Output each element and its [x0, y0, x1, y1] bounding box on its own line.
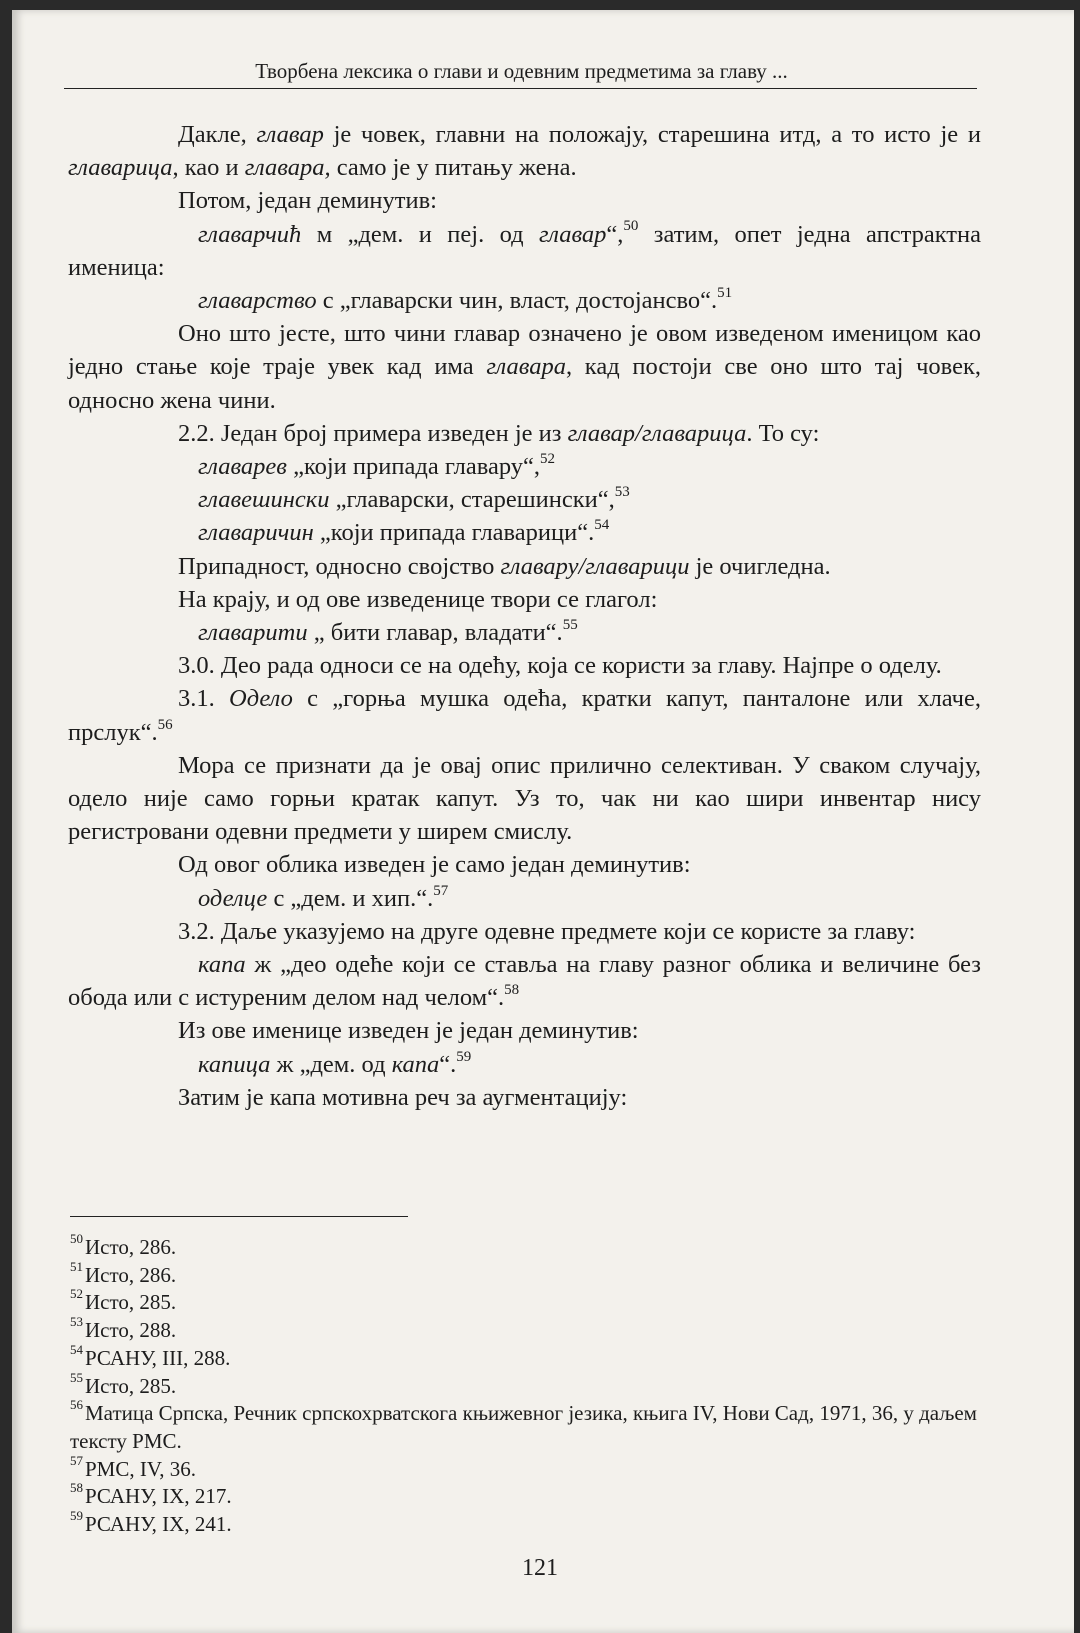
footnote: $^{51}$Исто, 286. — [70, 1258, 177, 1287]
footnote-ref: 55 — [562, 616, 578, 633]
example-entry: главарство с „главарски чин, власт, достојансво“.$^{51}$ — [198, 284, 733, 315]
main-text — [68, 118, 981, 1114]
example-entry: главарити „ бити главар, владати“.$^{55}$ — [198, 616, 578, 647]
footnote-ref: 51 — [717, 284, 733, 301]
paragraph: Припадност, односно својство главару/главарици је очигледна. — [178, 552, 831, 580]
paragraph: Дакле, главар је човек, главни на положају, старешина итд, а то исто је и главарица, као и главара, само је у питању жена. — [68, 121, 981, 182]
paragraph: Из ове именице изведен је један деминутив: — [178, 1017, 639, 1045]
example-entry: капа ж „део одеће који се ставља на главу разног облика и величине без обода или с истуреним делом над челом“.$^{58}$ — [68, 951, 981, 1012]
paragraph: Потом, један деминутив: — [178, 187, 437, 215]
page-number: 121 — [522, 1555, 558, 1581]
paragraph: Затим је капа мотивна реч за аугментацију: — [178, 1083, 628, 1111]
footnote: $^{53}$Исто, 288. — [70, 1314, 177, 1343]
example-entry: главешински „главарски, старешински“,$^{53}$ — [198, 484, 630, 514]
paragraph: Мора се признати да је овај опис прилично селективан. У сваком случају, одело није само горњи кратак капут. Уз то, чак ни као шири инвентар нису регистровани одевни предмети у ширем смислу. — [68, 751, 981, 846]
example-entry: главарев „који припада главару“,$^{52}$ — [198, 450, 556, 481]
footnote: $^{55}$Исто, 285. — [70, 1369, 177, 1398]
footnote-ref: 52 — [540, 450, 556, 467]
footnote-rule — [70, 1216, 408, 1217]
footnote-ref: 56 — [157, 716, 173, 733]
footnote: $^{52}$Исто, 285. — [70, 1286, 177, 1315]
footnote: $^{54}$РСАНУ, III, 288. — [70, 1341, 231, 1370]
footnote: $^{59}$РСАНУ, IX, 241. — [70, 1508, 232, 1537]
running-header: Творбена лексика о глави и одевним предметима за главу ... — [255, 59, 788, 83]
footnote-ref: 58 — [504, 982, 520, 999]
footnote-ref: 53 — [614, 484, 630, 501]
paragraph: Оно што јесте, што чини главар означено је овом изведеном именицом као једно стање које траје увек кад има главара, кад постоји све оно што тај човек, односно жена чини. — [68, 320, 981, 414]
footnote: $^{58}$РСАНУ, IX, 217. — [70, 1480, 232, 1509]
example-entry: главарчић м „дем. и пеј. од главар“,$^{50}$ затим, опет једна апстрактна именица: — [68, 218, 981, 281]
footnote-ref: 59 — [456, 1048, 472, 1065]
footnote-ref: 50 — [623, 218, 639, 235]
example-entry: оделце с „дем. и хип.“.$^{57}$ — [198, 882, 449, 912]
footnote: $^{50}$Исто, 286. — [70, 1231, 177, 1259]
footnote-ref: 57 — [433, 882, 449, 899]
paragraph: 3.2. Даље указујемо на друге одевне предмете који се користе за главу: — [178, 917, 916, 945]
footnotes — [70, 1231, 985, 1539]
header-rule — [64, 88, 977, 89]
paragraph: На крају, и од ове изведенице твори се глагол: — [178, 585, 658, 613]
paragraph: Од овог облика изведен је само један деминутив: — [178, 851, 691, 879]
paragraph: 3.0. Део рада односи се на одећу, која се користи за главу. Најпре о оделу. — [178, 652, 942, 680]
example-entry: капица ж „дем. од капа“.$^{59}$ — [198, 1048, 472, 1078]
footnote: $^{57}$РМС, IV, 36. — [70, 1452, 197, 1481]
footnote-ref: 54 — [594, 517, 610, 534]
footnote: $^{56}$Матица Српска, Речник српскохрватскога књижевног језика, књига IV, Нови Сад, 1971, 36, у даљем тексту РМС. — [70, 1397, 977, 1453]
paragraph: 3.1. Одело с „горња мушка одећа, кратки капут, панталоне или хлаче, прслук“.$^{56}$ — [68, 685, 982, 746]
paragraph: 2.2. Један број примера изведен је из главар/главарица. То су: — [178, 419, 820, 447]
example-entry: главаричин „који припада главарици“.$^{54}$ — [198, 517, 610, 547]
